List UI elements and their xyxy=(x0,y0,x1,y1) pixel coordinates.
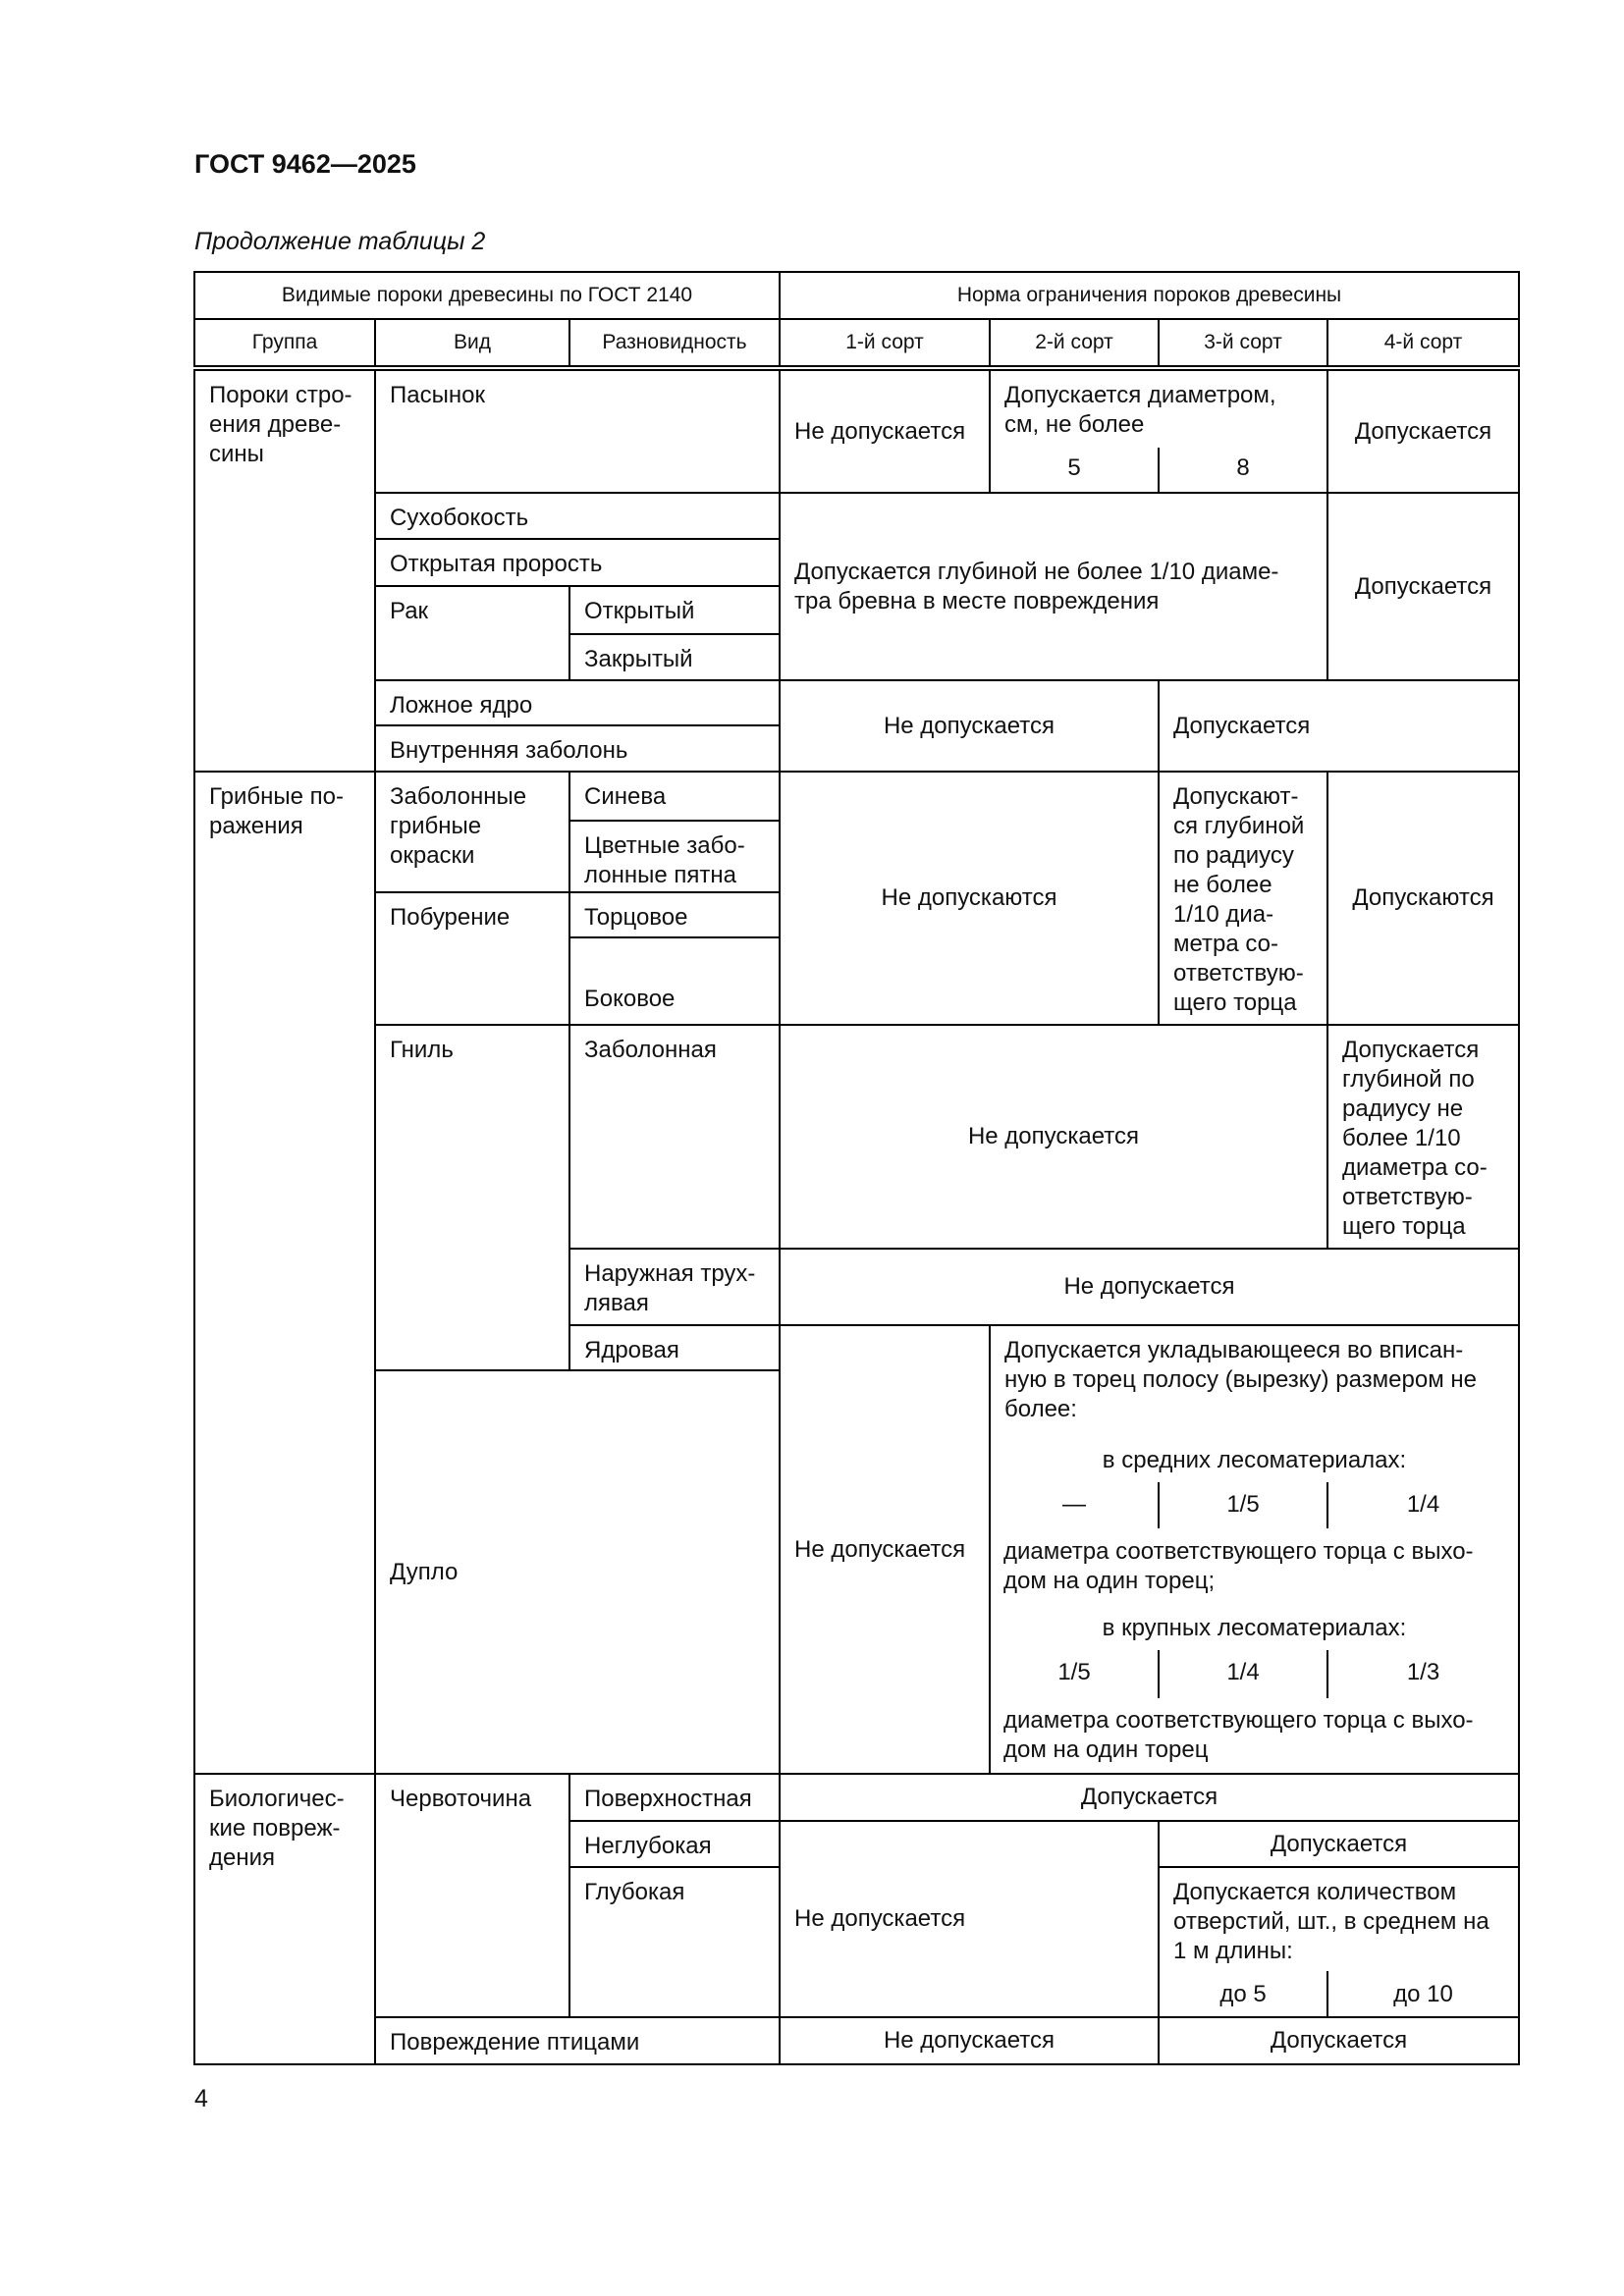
kind-browning: Побурение xyxy=(374,891,570,1026)
variety-side: Боковое xyxy=(568,936,781,1026)
kind-bird-damage: Повреждение птицами xyxy=(374,2016,781,2065)
heart-rot-grade-1: Не допускается xyxy=(779,1324,991,1775)
kind-hollow: Дупло xyxy=(374,1369,781,1775)
divider xyxy=(1158,1650,1160,1698)
col-kind: Вид xyxy=(374,318,570,367)
group-structure-defects: Пороки стро- ения древе- сины xyxy=(193,369,376,773)
medium-value-grade-2: — xyxy=(1062,1491,1086,1518)
table-caption: Продолжение таблицы 2 xyxy=(194,228,486,255)
wormhole-grades-1-2: Не допускается xyxy=(779,1820,1160,2018)
bird-damage-grades-1-2: Не допускается xyxy=(779,2016,1160,2065)
col-grade-2: 2-й сорт xyxy=(989,318,1160,367)
large-timber-label: в крупных лесоматериалах: xyxy=(1102,1615,1407,1641)
col-grade-4: 4-й сорт xyxy=(1326,318,1520,367)
stains-grade-3: Допускают- ся глубиной по радиусу не более 1/10 диа- метра со- ответствую- щего торца xyxy=(1158,771,1328,1026)
sapwood-rot-grade-4: Допускается глубиной по радиусу не более 1/10 диаметра со- ответствую- щего торца xyxy=(1326,1024,1520,1250)
variety-sapwood-rot: Заболонная xyxy=(568,1024,781,1250)
col-grade-1: 1-й сорт xyxy=(779,318,991,367)
col-grade-3: 3-й сорт xyxy=(1158,318,1328,367)
variety-open: Открытый xyxy=(568,585,781,635)
pasynok-grade-2-value: 5 xyxy=(1067,454,1081,481)
kind-rak: Рак xyxy=(374,585,570,681)
document-title: ГОСТ 9462—2025 xyxy=(194,149,416,179)
medium-value-grade-4: 1/4 xyxy=(1406,1491,1440,1518)
surface-all-grades: Допускается xyxy=(779,1773,1520,1822)
variety-shallow: Неглубокая xyxy=(568,1820,781,1868)
divider xyxy=(1158,448,1160,493)
col-group: Группа xyxy=(193,318,376,367)
deep-grade-3-value: до 5 xyxy=(1219,1981,1267,2007)
kind-false-heart: Ложное ядро xyxy=(374,679,781,726)
group-fungal: Грибные по- ражения xyxy=(193,771,376,1775)
heart-rot-grades-2-4: Допускается укладывающееся во вписан- ную в торец полосу (вырезку) размером не более: xyxy=(989,1324,1520,1775)
bird-damage-grades-3-4: Допускается xyxy=(1158,2016,1520,2065)
kind-inner-sapwood: Внутренняя заболонь xyxy=(374,724,781,773)
pasynok-grade-2-3: Допускается диаметром, см, не более xyxy=(989,369,1328,494)
variety-end: Торцовое xyxy=(568,891,781,938)
header-visible-defects: Видимые пороки древесины по ГОСТ 2140 xyxy=(193,271,781,320)
heart-grades-3-4: Допускается xyxy=(1158,679,1520,773)
depth-norm-grade-4: Допускается xyxy=(1326,492,1520,681)
kind-rot: Гниль xyxy=(374,1024,570,1371)
header-norm: Норма ограничения пороков древесины xyxy=(779,271,1520,320)
header-double-rule xyxy=(194,365,1519,367)
kind-sukhobokost: Сухобокость xyxy=(374,492,781,540)
shallow-grades-3-4: Допускается xyxy=(1158,1820,1520,1868)
variety-color-spots: Цветные забо- лонные пятна xyxy=(568,820,781,893)
medium-value-grade-3: 1/5 xyxy=(1226,1491,1260,1518)
variety-outer-rot: Наружная трух- лявая xyxy=(568,1248,781,1326)
stains-grades-1-2: Не допускаются xyxy=(779,771,1160,1026)
stains-grade-4: Допускаются xyxy=(1326,771,1520,1026)
variety-deep: Глубокая xyxy=(568,1866,781,2018)
pasynok-grade-1: Не допускается xyxy=(779,369,991,494)
divider xyxy=(1326,1650,1328,1698)
col-variety: Разновидность xyxy=(568,318,781,367)
large-value-grade-2: 1/5 xyxy=(1057,1659,1091,1685)
divider xyxy=(1158,1482,1160,1528)
variety-closed: Закрытый xyxy=(568,633,781,681)
kind-wormhole: Червоточина xyxy=(374,1773,570,2018)
pasynok-grade-4: Допускается xyxy=(1326,369,1520,494)
divider xyxy=(1326,1971,1328,2017)
depth-norm-grades-1-3: Допускается глубиной не более 1/10 диаме- тра бревна в месте повреждения xyxy=(779,492,1328,681)
outer-rot-all-grades: Не допускается xyxy=(779,1248,1520,1326)
deep-grades-3-4: Допускается количеством отверстий, шт., в среднем на 1 м длины: xyxy=(1158,1866,1520,2018)
kind-pasynok: Пасынок xyxy=(374,369,781,494)
pasynok-grade-3-value: 8 xyxy=(1236,454,1250,481)
large-value-grade-3: 1/4 xyxy=(1226,1659,1260,1685)
deep-grade-4-value: до 10 xyxy=(1393,1981,1453,2007)
medium-timber-label: в средних лесоматериалах: xyxy=(1102,1447,1407,1473)
page-number: 4 xyxy=(194,2085,208,2112)
variety-heart-rot: Ядровая xyxy=(568,1324,781,1371)
variety-surface: Поверхностная xyxy=(568,1773,781,1822)
kind-open-prorost: Открытая прорость xyxy=(374,538,781,587)
sapwood-rot-grades-1-3: Не допускается xyxy=(779,1024,1328,1250)
group-biological: Биологичес- кие повреж- дения xyxy=(193,1773,376,2065)
large-value-grade-4: 1/3 xyxy=(1406,1659,1440,1685)
medium-timber-note: диаметра соответствующего торца с выхо- дом на один торец; xyxy=(1003,1538,1474,1594)
kind-sapwood-stains: Заболонные грибные окраски xyxy=(374,771,570,893)
variety-blue-stain: Синева xyxy=(568,771,781,822)
large-timber-note: диаметра соответствующего торца с выхо- дом на один торец xyxy=(1003,1707,1474,1763)
heart-grades-1-2: Не допускается xyxy=(779,679,1160,773)
divider xyxy=(1326,1482,1328,1528)
